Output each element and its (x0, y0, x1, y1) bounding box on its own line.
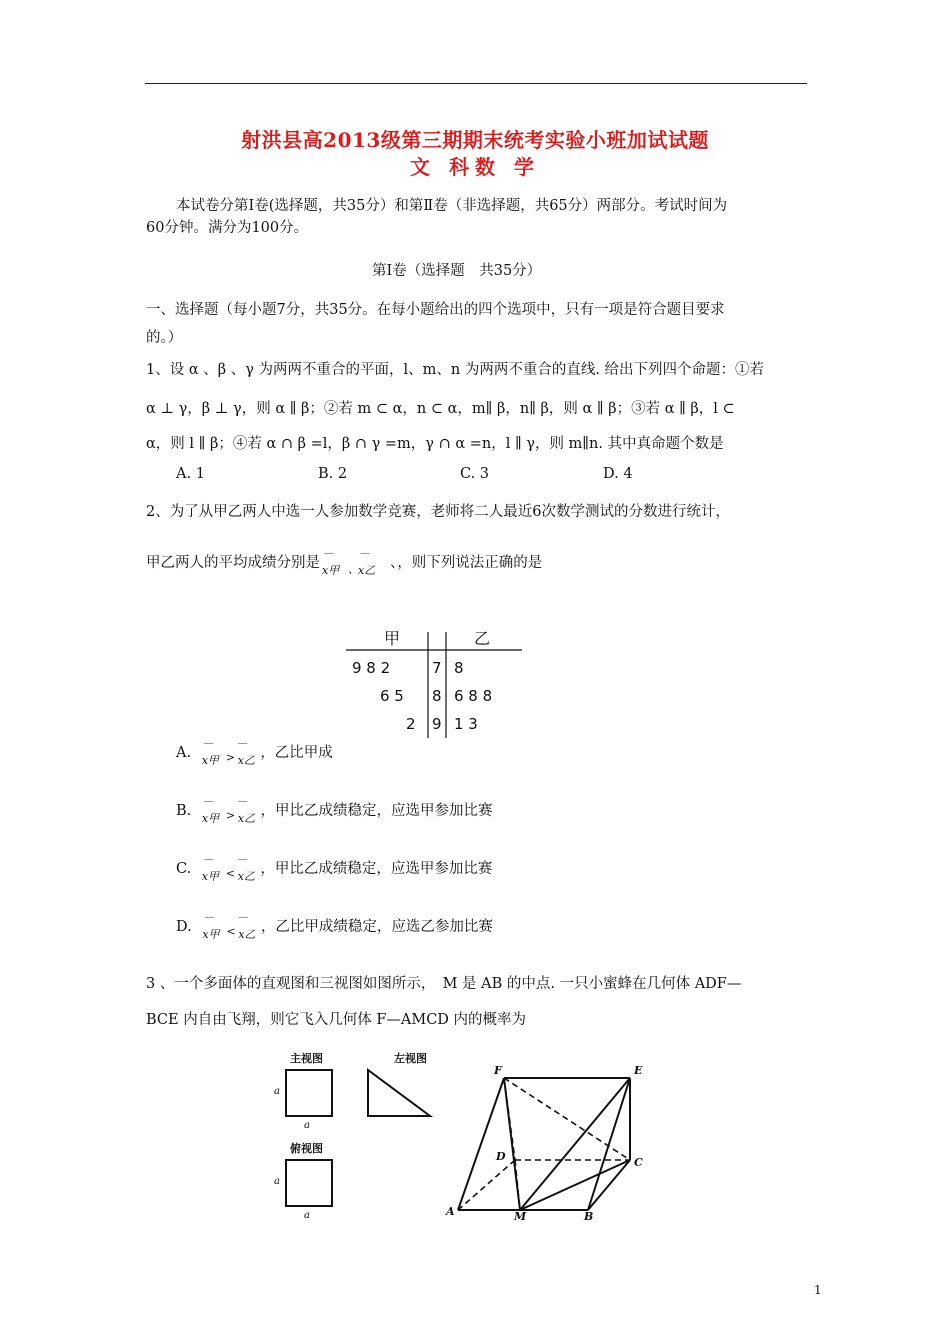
q1-line-3: α，则 l ∥ β；④若 α ∩ β =l，β ∩ γ =m，γ ∩ α =n，l ∥ γ，则 m∥n. 其中真命题个数是 (146, 436, 724, 452)
section-instr-1: 一、选择题（每小题7分，共35分。在每小题给出的四个选项中，只有一项是符合题目要求 (146, 302, 725, 318)
mean-compare: — — x甲 < x乙 (201, 854, 256, 883)
three-views-diagram (270, 1060, 450, 1230)
polyhedron-diagram (440, 1060, 660, 1230)
stem-row-2-stem: 8 (432, 687, 442, 705)
top-view-label: 俯视图 (290, 1142, 323, 1155)
vertex-d: D (496, 1150, 506, 1163)
q3-line-2: BCE 内自由飞翔，则它飞入几何体 F—AMCD 内的概率为 (146, 1012, 527, 1028)
q2-line-1: 2、为了从甲乙两人中选一人参加数学竞赛，老师将二人最近6次数学测试的分数进行统计， (146, 504, 730, 520)
top-view (286, 1160, 332, 1206)
exam-subtitle: 文 科数 学 (410, 155, 540, 179)
q1-option-b: B. 2 (318, 466, 348, 482)
vertex-f: F (494, 1064, 502, 1077)
q2-sep: 、 (390, 555, 398, 571)
vertex-b: B (584, 1210, 594, 1223)
page-number: 1 (814, 1283, 822, 1297)
stem-row-1-right: 8 (454, 659, 464, 677)
q1-line-1: 1、设 α 、β 、γ 为两两不重合的平面，l、m、n 为两两不重合的直线. 给出下列四个命题：①若 (146, 362, 765, 378)
header-rule (145, 83, 807, 84)
q2-line-2-post: ，则下列说法正确的是 (397, 555, 543, 571)
stem-header-right: 乙 (474, 629, 491, 648)
q1-option-c: C. 3 (460, 466, 490, 482)
intro-line-1: 本试卷分第Ⅰ卷(选择题，共35分）和第Ⅱ卷（非选择题，共65分）两部分。考试时间为 (176, 198, 728, 214)
vertex-e: E (634, 1064, 643, 1077)
stem-row-2-left: 6 5 (380, 687, 404, 705)
stem-header-left: 甲 (384, 629, 401, 648)
top-side-label: a (274, 1176, 280, 1187)
front-bottom-label: a (304, 1120, 310, 1131)
exam-title: 射洪县高2013级第三期期末统考实验小班加试试题 (241, 128, 709, 152)
mean-compare: — — x甲 > x乙 (201, 738, 255, 767)
mean-compare: — — x甲 > x乙 (201, 796, 256, 825)
top-bottom-label: a (304, 1210, 310, 1221)
stem-leaf-plot (346, 626, 526, 746)
q2-line-2 (146, 548, 542, 578)
intro-line-2: 60分钟。满分为100分。 (146, 220, 309, 236)
side-view (368, 1070, 430, 1116)
q2-option-a: A. — — x甲 > x乙 ，乙比甲成 (176, 738, 333, 767)
q1-line-2: α ⊥ γ，β ⊥ γ，则 α ∥ β；②若 m ⊂ α，n ⊂ α，m∥ β，n∥ β，则 α ∥ β；③若 α ∥ β，l ⊂ (146, 401, 735, 417)
front-view-label: 主视图 (290, 1052, 323, 1065)
vertex-a: A (446, 1205, 455, 1218)
q1-option-d: D. 4 (603, 466, 633, 482)
q3-line-1: 3 、一个多面体的直观图和三视图如图所示， M 是 AB 的中点. 一只小蜜蜂在几何体 ADF— (146, 976, 742, 992)
mean-compare: — — x甲 < x乙 (202, 912, 256, 941)
front-side-label: a (274, 1086, 280, 1097)
stem-row-1-stem: 7 (432, 659, 442, 677)
q2-option-b: B. — — x甲 > x乙 ，甲比乙成绩稳定，应选甲参加比赛 (176, 796, 493, 825)
q2-line-2-pre: 甲乙两人的平均成绩分别是 (146, 555, 320, 571)
q2-option-c: C. — — x甲 < x乙 ，甲比乙成绩稳定，应选甲参加比赛 (176, 854, 493, 883)
section-heading: 第Ⅰ卷（选择题 共35分） (372, 263, 542, 279)
front-view (286, 1070, 332, 1116)
q1-option-a: A. 1 (176, 466, 205, 482)
section-instr-2: 的。） (146, 330, 183, 346)
stem-row-1-left: 9 8 2 (352, 659, 391, 677)
vertex-m: M (514, 1210, 527, 1223)
side-view-label: 左视图 (394, 1052, 427, 1065)
stem-row-3-left: 2 (406, 715, 416, 733)
stem-row-3-stem: 9 (432, 715, 442, 733)
q2-option-d: D. — — x甲 < x乙 ，乙比甲成绩稳定，应选乙参加比赛 (176, 912, 493, 941)
vertex-c: C (634, 1156, 643, 1169)
stem-row-3-right: 1 3 (454, 715, 478, 733)
stem-row-2-right: 6 8 8 (454, 687, 493, 705)
mean-symbols: — — x甲 、 x乙 (322, 548, 376, 577)
